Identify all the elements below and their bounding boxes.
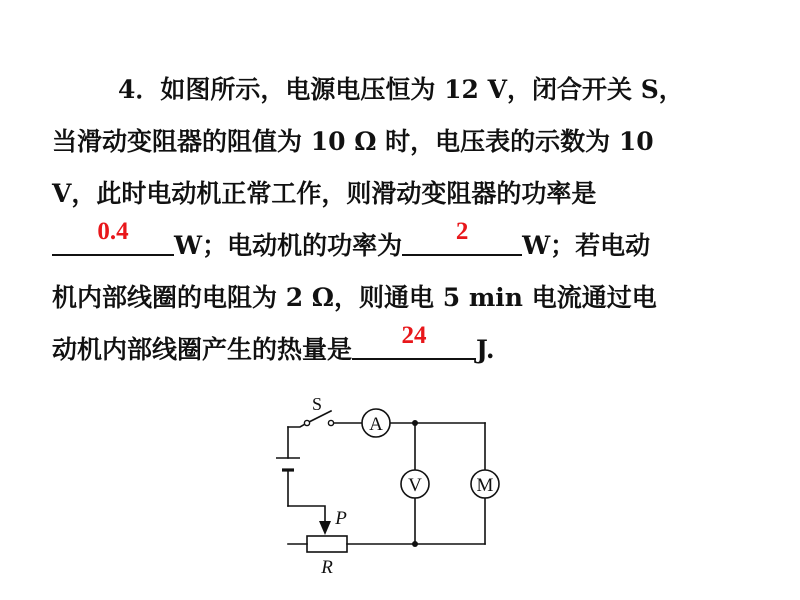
answer-blank-1 — [52, 218, 174, 256]
problem-line-4 — [52, 220, 764, 272]
problem-line-5: 机内部线圈的电阻为 2 Ω，则通电 5 min 电流通过电 — [52, 283, 657, 312]
answer-2: 2 — [455, 218, 469, 245]
problem-text — [52, 64, 764, 376]
rheostat-body — [307, 536, 347, 552]
problem-line-6-text-a: 动机内部线圈产生的热量是 — [52, 335, 353, 364]
answer-1: 0.4 — [97, 218, 129, 245]
answer-blank-2 — [402, 218, 522, 256]
problem-line-4-text-b: W；若电动 — [522, 231, 651, 260]
problem-line-6 — [52, 324, 764, 376]
wire-left-lower — [288, 470, 325, 521]
rheostat-label: R — [321, 557, 333, 578]
problem-line-4-text-a: W；电动机的功率为 — [174, 231, 403, 260]
voltmeter-label: V — [408, 475, 422, 496]
problem-line-3: V，此时电动机正常工作，则滑动变阻器的功率是 — [52, 179, 597, 208]
problem-line-1 — [52, 64, 764, 116]
answer-3: 24 — [401, 322, 427, 349]
answer-blank-3 — [352, 322, 476, 360]
junction-bottom — [412, 541, 418, 547]
problem-line-1-text: ．如图所示，电源电压恒为 12 V，闭合开关 S， — [135, 75, 684, 104]
ammeter-label: A — [369, 414, 383, 435]
problem-line-6-text-b: J. — [476, 335, 495, 364]
problem-line-2: 当滑动变阻器的阻值为 10 Ω 时，电压表的示数为 10 — [52, 127, 654, 156]
motor-label: M — [476, 475, 494, 496]
slider-arrow — [319, 521, 331, 535]
problem-number: 4 — [118, 75, 136, 104]
junction-top — [412, 420, 418, 426]
switch-label: S — [311, 394, 323, 414]
circuit-diagram — [255, 388, 515, 588]
switch-contact-right — [328, 420, 333, 425]
slider-label: P — [335, 508, 347, 529]
switch-contact-left — [304, 420, 309, 425]
